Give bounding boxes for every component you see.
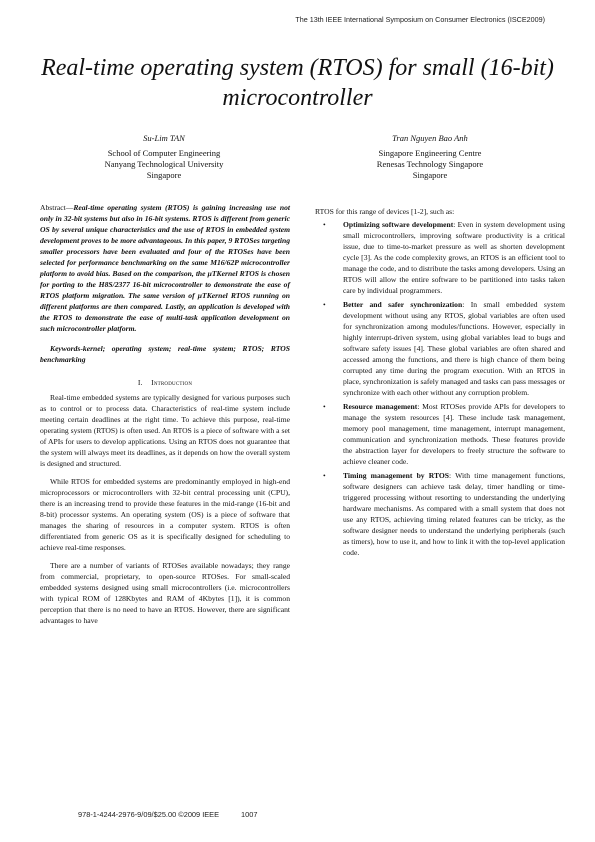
keywords: Keywords-kernel; operating system; real-time system; RTOS; RTOS benchmarking bbox=[40, 344, 290, 364]
bullet-icon: • bbox=[323, 300, 326, 309]
list-item-text: : With time management functions, software designers can achieve task delay, timer handling or time-triggered processing without resorting to understanding the underlying hardware mechanisms. As compared with a small system that does not use any RTOS, achieving timing related features can be tricky, as the software designer needs to understand the underlying peripherals (such as timers), how to use it, and how to link it with the top-level application code. bbox=[343, 471, 565, 557]
list-item-term: Better and safer synchronization bbox=[343, 300, 463, 309]
body-paragraph: Real-time embedded systems are typically designed for various purposes such as to control or to process data. Characteristics of real-time system include meeting certain deadlines at the right time. To achieve this purpose, real-time operating system (RTOS) is often used. An RTOS is a piece of software with a set of APIs for users to develop applications. Using an RTOS does not guarantee that the system will always meet its deadlines, as it depends on how the overall system is designed and structured. bbox=[40, 393, 290, 468]
author-affiliation-line: Nanyang Technological University bbox=[104, 159, 224, 169]
section-title: Introduction bbox=[151, 378, 193, 387]
author-block-1 bbox=[54, 133, 274, 181]
section-numeral: I. bbox=[137, 378, 143, 387]
section-heading-introduction bbox=[40, 377, 290, 388]
list-item-text: : In small embedded system development without using any RTOS, global variables are often used for synchronization among modules/functions. However, especially in highly interrupt-driven system, using global variables lead to bugs and software safety issues [4]. These global variables are often shared and accessed among the functions, and there is high chance of them being corrupted any time during the program execution. With an RTOS in place, synchronization is safely managed and tasks can pass messages or synchronize with each other without any corruption problem. bbox=[343, 300, 566, 397]
right-column bbox=[315, 206, 565, 561]
copyright-isbn: 978-1-4244-2976-9/09/$25.00 ©2009 IEEE bbox=[78, 810, 220, 819]
author-affiliation-line: Singapore bbox=[412, 170, 448, 180]
body-paragraph-continued: RTOS for this range of devices [1-2], such as: bbox=[315, 207, 455, 216]
paper-title: Real-time operating system (RTOS) for small (16-bit) microcontroller bbox=[41, 55, 554, 111]
bullet-icon: • bbox=[323, 402, 326, 411]
abstract-lead: Abstract— bbox=[40, 203, 74, 212]
bullet-icon: • bbox=[323, 471, 326, 480]
advantages-list bbox=[315, 219, 565, 558]
list-item bbox=[315, 219, 565, 296]
list-item-text: : Even in system development using small microcontrollers, improving software productivity is a critical issue, due to time-to-market pressure as well as shorten development cycle [3]. As the code complexity grows, an RTOS is an efficient tool to manage the code, and to distribute the tasks among developers. Using an RTOS will allow the entire software to be partitioned into tasks taken care by individual programmers. bbox=[343, 220, 565, 295]
bullet-icon: • bbox=[323, 220, 326, 229]
list-item-term: Resource management bbox=[343, 402, 418, 411]
list-item-term: Timing management by RTOS bbox=[343, 471, 450, 480]
list-item-text: : Most RTOSes provide APIs for developers to manage the system resources [4]. These include task management, memory pool management, time management, interrupt management, communication and synchronization methods. These features provide the abstraction layer for developers to freely structure the software to achieve cleaner code. bbox=[343, 402, 565, 466]
page-footer bbox=[78, 810, 258, 819]
abstract-body: Real-time operating system (RTOS) is gaining increasing use not only in 32-bit systems but also in 16-bit systems. RTOS is different from generic OS by several unique characteristics and the use of RTOS in embedded system development proves to be more advantageous. In this paper, 9 RTOSes targeting smaller processors have been evaluated and four of the RTOSes have been selected for performance benchmarking on the same M16/62P microcontroller platform to avoid bias. Based on the comparison, the µTKernel RTOS is chosen for porting to the H8S/2377 16-bit microcontroller to demonstrate the ease of RTOS platform migration. The same version of µTKernel RTOS running on different platforms are then compared. Lastly, an application is developed with the RTOS to demonstrate the ease of multi-task application development on such microcontroller platform. bbox=[40, 203, 290, 333]
author-name: Tran Nguyen Bao Anh bbox=[392, 133, 468, 143]
author-affiliation-line: Singapore Engineering Centre bbox=[378, 148, 482, 158]
conference-header: The 13th IEEE International Symposium on Consumer Electronics (ISCE2009) bbox=[295, 15, 545, 24]
author-affiliation-line: Renesas Technology Singapore bbox=[376, 159, 484, 169]
list-item bbox=[315, 299, 565, 398]
body-paragraph: While RTOS for embedded systems are predominantly employed in high-end microprocessors or microcontrollers with 32-bit central processing unit (CPU), there is an increasing trend to provide these features in the mid-range (16-bit and 8-bit) processor systems. An operating system (OS) is a piece of software that manages the sharing of resources in a computer system. RTOS is often differentiated from generic OS as it is specifically designed for scheduling to achieve real-time responses. bbox=[40, 477, 290, 552]
abstract bbox=[40, 202, 290, 334]
author-affiliation-line: School of Computer Engineering bbox=[107, 148, 221, 158]
list-item bbox=[315, 401, 565, 467]
body-paragraph: There are a number of variants of RTOSes available nowadays; they range from commercial, proprietary, to open-source RTOSes. For small-scaled embedded systems designed using small microcontrollers (i.e. microcontrollers with typical ROM of 128Kbytes and RAM of 4Kbytes [1]), it is common perception that there is no need to have an RTOS. However, there are significant advantages to have bbox=[40, 561, 290, 625]
list-item bbox=[315, 470, 565, 558]
author-name: Su-Lim TAN bbox=[143, 133, 185, 143]
author-block-2 bbox=[320, 133, 540, 181]
author-affiliation-line: Singapore bbox=[146, 170, 182, 180]
list-item-term: Optimizing software development bbox=[343, 220, 454, 229]
left-column bbox=[40, 202, 290, 633]
page-number: 1007 bbox=[241, 810, 258, 819]
